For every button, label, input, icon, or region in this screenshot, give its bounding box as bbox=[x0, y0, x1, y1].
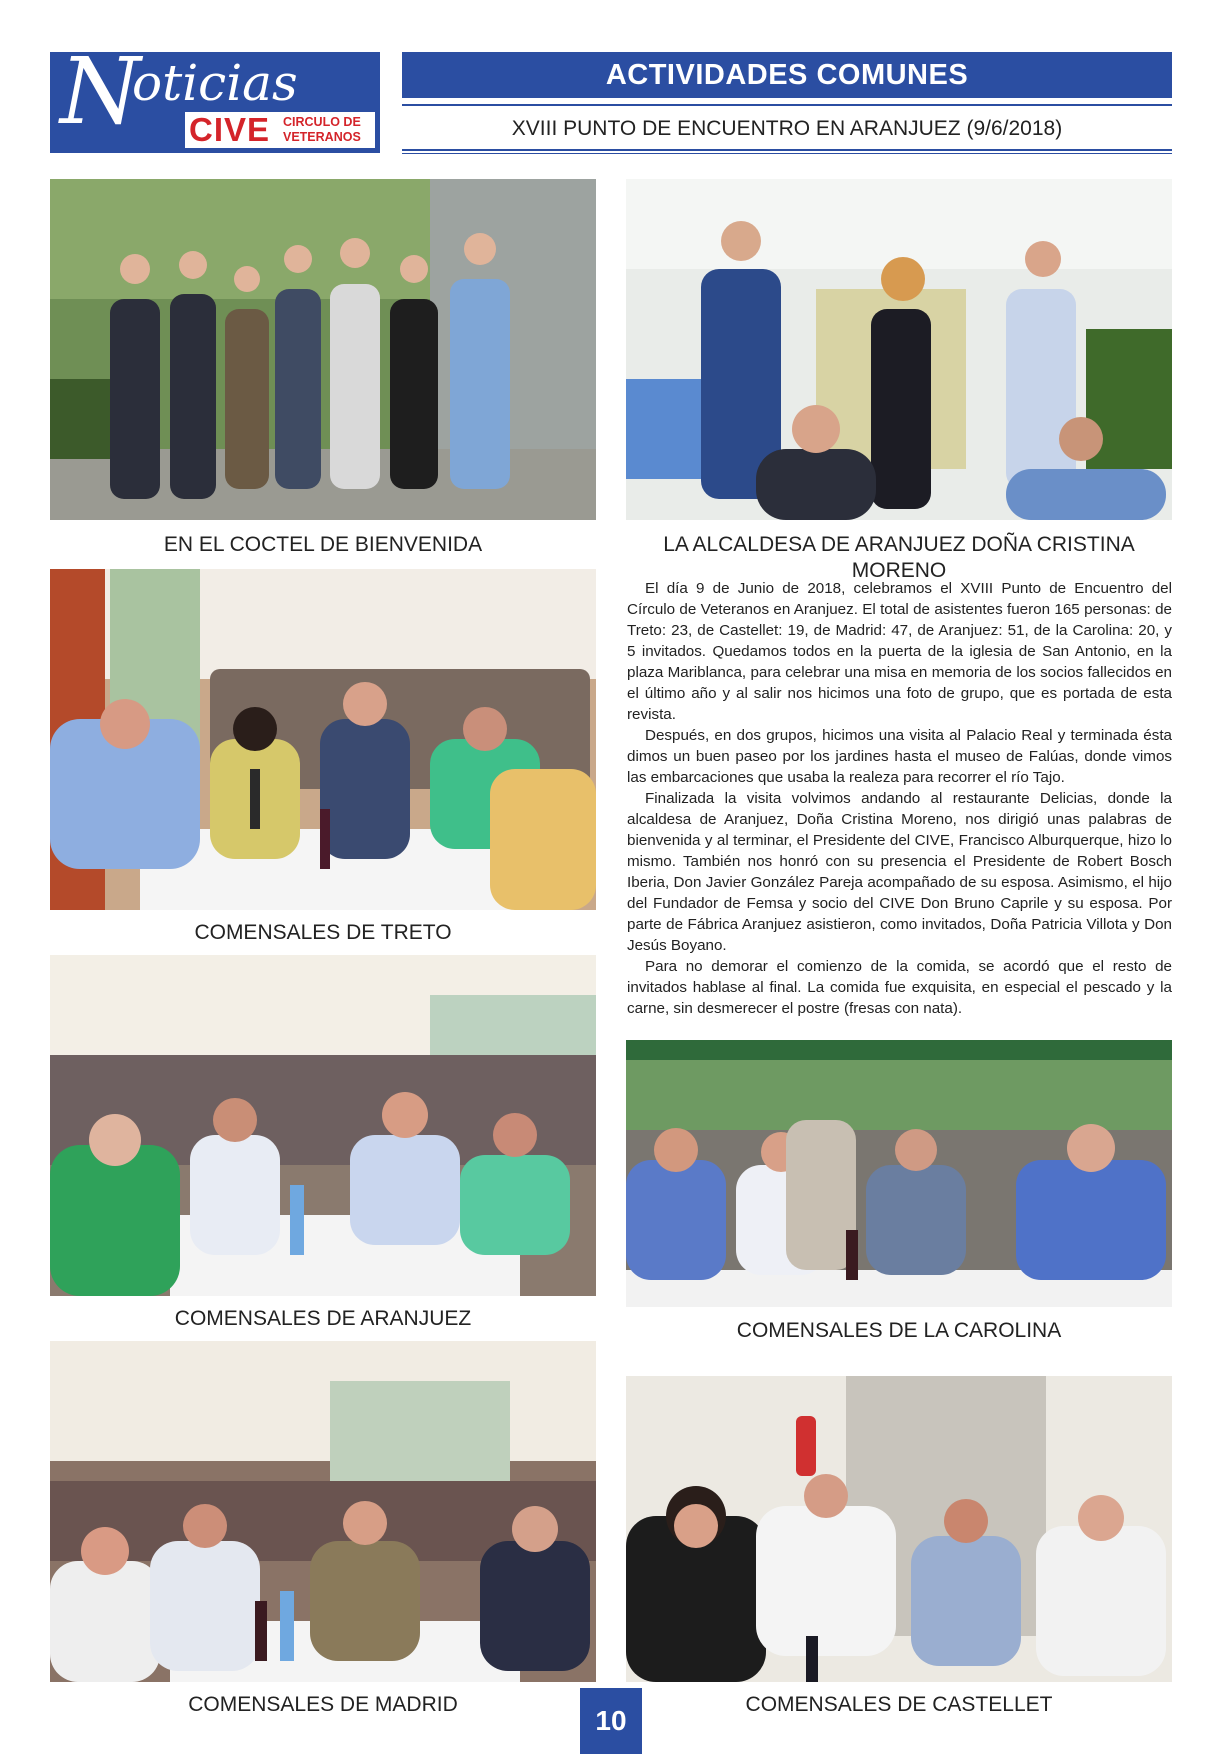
article-paragraph: Finalizada la visita volvimos andando al restaurante Delicias, donde la alcaldesa de Aranjuez, Doña Cristina Moreno, nos dirigió unas palabras de bienvenida y al terminar, el Presidente del CIVE, Francisco Alburquerque, hizo lo mismo. También nos honró con su presencia el Presidente de Robert Bosch Iberia, Don Javier González Pareja acompañado de su esposa. Asimismo, el hijo del Fundador de Femsa y socio del CIVE Don Bruno Caprile y su esposa. Por parte de Fábrica Aranjuez asistieron, como invitados, Doña Patricia Villota y Don Jesús Boyano. bbox=[627, 790, 1172, 954]
header-divider bbox=[402, 153, 1172, 154]
page-subtitle: XVIII PUNTO DE ENCUENTRO EN ARANJUEZ (9/6/2018) bbox=[511, 117, 1063, 140]
header-divider bbox=[402, 149, 1172, 151]
header-divider bbox=[402, 104, 1172, 106]
noticias-cive-logo bbox=[50, 38, 380, 153]
photo-comensales-treto bbox=[50, 569, 596, 910]
logo-brand-sub bbox=[283, 115, 373, 145]
photo-comensales-castellet bbox=[626, 1376, 1172, 1682]
logo-title: oticias bbox=[132, 54, 298, 112]
article-paragraph: Para no demorar el comienzo de la comida, se acordó que el resto de invitados hablase al final. La comida fue exquisita, en especial el pescado y la carne, sin desmerecer el postre (fresas con nata). bbox=[627, 958, 1172, 1017]
page-number: 10 bbox=[580, 1688, 642, 1754]
logo-brand-sub-line1: CIRCULO DE bbox=[283, 115, 361, 129]
caption-carolina: COMENSALES DE LA CAROLINA bbox=[736, 1319, 1062, 1342]
logo-initial: N bbox=[60, 38, 141, 145]
photo-alcaldesa bbox=[626, 179, 1172, 520]
caption-coctel: EN EL COCTEL DE BIENVENIDA bbox=[163, 533, 483, 556]
caption-treto: COMENSALES DE TRETO bbox=[194, 921, 452, 944]
logo-brand-sub-line2: VETERANOS bbox=[283, 130, 361, 144]
logo-brand: CIVE bbox=[189, 111, 271, 148]
photo-comensales-madrid bbox=[50, 1341, 596, 1682]
caption-castellet: COMENSALES DE CASTELLET bbox=[745, 1693, 1053, 1716]
caption-aranjuez: COMENSALES DE ARANJUEZ bbox=[174, 1307, 472, 1330]
logo-brand-box bbox=[185, 112, 375, 148]
photo-comensales-carolina bbox=[626, 1040, 1172, 1307]
photo-comensales-aranjuez bbox=[50, 955, 596, 1296]
article-paragraph: Después, en dos grupos, hicimos una visita al Palacio Real y terminada ésta dimos un buen paseo por los jardines hasta el museo de Falúas, donde vimos las embarcaciones que usaba la realeza para recorrer el río Tajo. bbox=[627, 727, 1172, 786]
article-paragraph: El día 9 de Junio de 2018, celebramos el XVIII Punto de Encuentro del Círculo de Veteranos en Aranjuez. El total de asistentes fueron 165 personas: de Treto: 23, de Castellet: 19, de Madrid: 47, de Aranjuez: 51, de la Carolina: 20, y 5 invitados. Quedamos todos en la puerta de la iglesia de San Antonio, en la plaza Mariblanca, para celebrar una misa en memoria de los socios fallecidos en el último año y al salir nos hicimos una foto de grupo, que es portada de esta revista. bbox=[627, 580, 1172, 723]
section-title: ACTIVIDADES COMUNES bbox=[402, 52, 1172, 98]
photo-coctel-bienvenida bbox=[50, 179, 596, 520]
caption-madrid: COMENSALES DE MADRID bbox=[188, 1693, 458, 1716]
caption-alcaldesa: LA ALCALDESA DE ARANJUEZ DOÑA CRISTINA MORENO bbox=[663, 533, 1135, 582]
article-body bbox=[627, 578, 1172, 1019]
